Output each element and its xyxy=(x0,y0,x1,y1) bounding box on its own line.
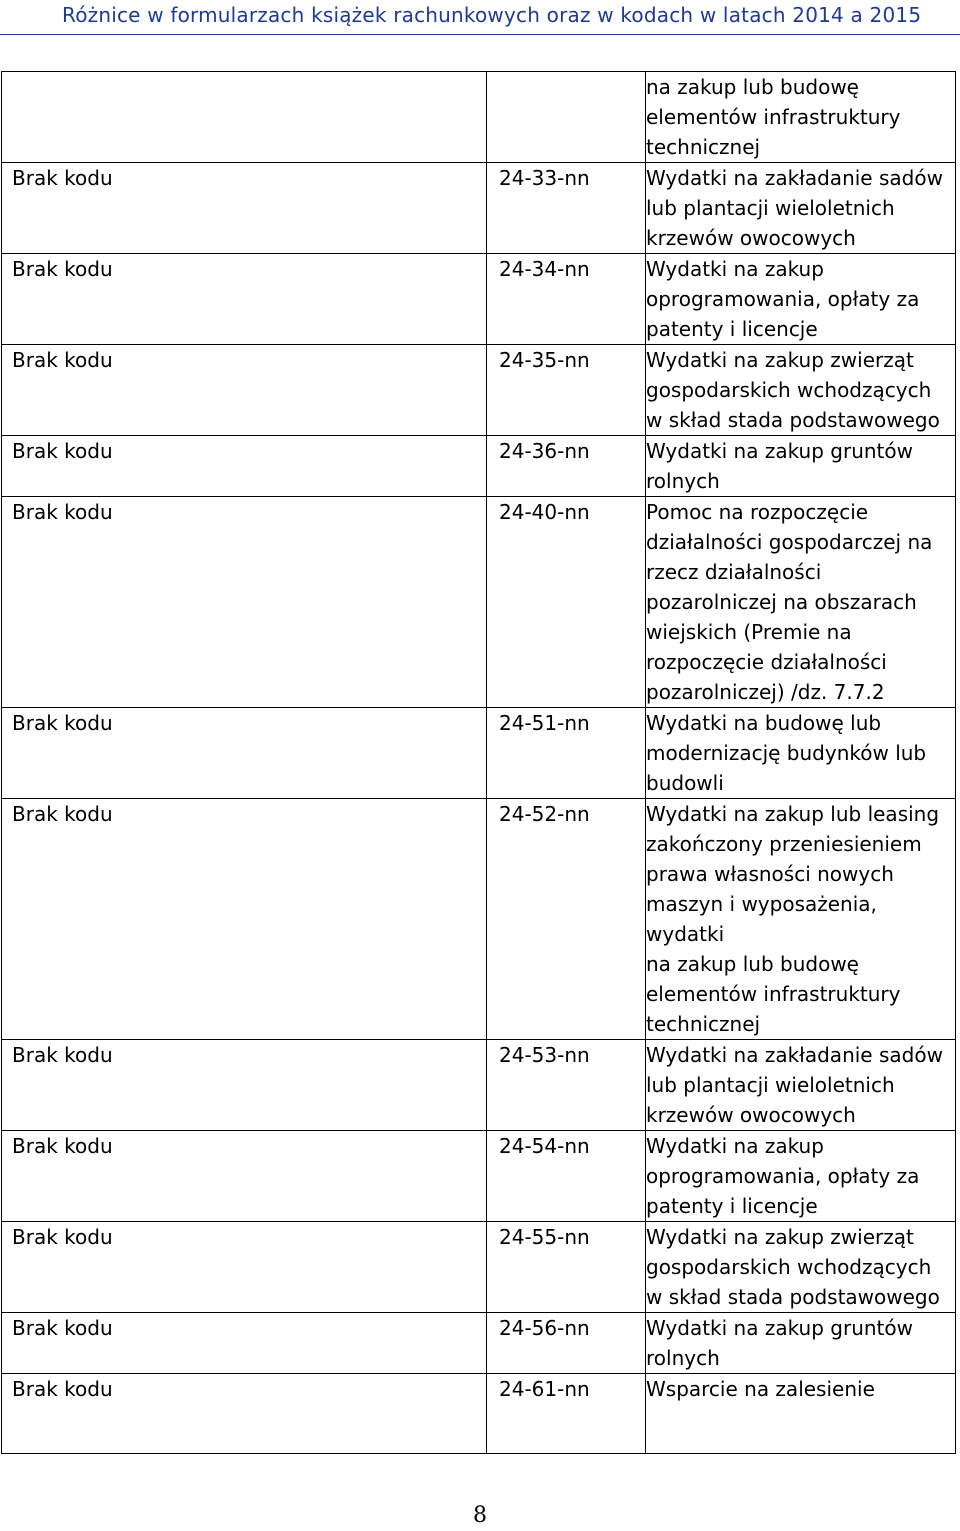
cell-description: Wydatki na zakup gruntów rolnych xyxy=(646,436,956,497)
cell-description: Wydatki na zakup oprogramowania, opłaty za patenty i licencje xyxy=(646,1131,956,1222)
cell-status: Brak kodu xyxy=(2,799,487,1040)
cell-description: Wydatki na zakładanie sadów lub plantacji wieloletnich krzewów owocowych xyxy=(646,163,956,254)
table-row xyxy=(2,1040,956,1131)
table-row xyxy=(2,708,956,799)
cell-status: Brak kodu xyxy=(2,1374,487,1454)
cell-code: 24-52-nn xyxy=(487,799,646,1040)
cell-status: Brak kodu xyxy=(2,1222,487,1313)
table-row xyxy=(2,72,956,163)
cell-description: Wydatki na zakup gruntów rolnych xyxy=(646,1313,956,1374)
cell-status: Brak kodu xyxy=(2,254,487,345)
cell-code: 24-61-nn xyxy=(487,1374,646,1454)
cell-status: Brak kodu xyxy=(2,345,487,436)
table-row xyxy=(2,1222,956,1313)
cell-status xyxy=(2,72,487,163)
cell-code xyxy=(487,72,646,163)
cell-code: 24-55-nn xyxy=(487,1222,646,1313)
cell-description: Wydatki na zakup zwierząt gospodarskich wchodzących w skład stada podstawowego xyxy=(646,345,956,436)
cell-status: Brak kodu xyxy=(2,163,487,254)
table-row xyxy=(2,1131,956,1222)
cell-description: Wydatki na budowę lub modernizację budynków lub budowli xyxy=(646,708,956,799)
cell-description: Wydatki na zakup oprogramowania, opłaty za patenty i licencje xyxy=(646,254,956,345)
table-row xyxy=(2,254,956,345)
page-header xyxy=(0,0,960,35)
cell-code: 24-33-nn xyxy=(487,163,646,254)
cell-description: na zakup lub budowę elementów infrastruktury technicznej xyxy=(646,72,956,163)
table-row xyxy=(2,163,956,254)
cell-code: 24-34-nn xyxy=(487,254,646,345)
cell-description: Wydatki na zakup zwierząt gospodarskich wchodzących w skład stada podstawowego xyxy=(646,1222,956,1313)
page-number: 8 xyxy=(473,1503,487,1528)
cell-code: 24-40-nn xyxy=(487,497,646,708)
cell-status: Brak kodu xyxy=(2,708,487,799)
cell-status: Brak kodu xyxy=(2,497,487,708)
table-row xyxy=(2,497,956,708)
cell-code: 24-56-nn xyxy=(487,1313,646,1374)
table-row xyxy=(2,1374,956,1454)
table-row xyxy=(2,1313,956,1374)
cell-code: 24-51-nn xyxy=(487,708,646,799)
table-row xyxy=(2,436,956,497)
cell-code: 24-54-nn xyxy=(487,1131,646,1222)
cell-code: 24-36-nn xyxy=(487,436,646,497)
cell-description: Pomoc na rozpoczęcie działalności gospodarczej na rzecz działalności pozarolniczej na obszarach wiejskich (Premie na rozpoczęcie działalności pozarolniczej) /dz. 7.7.2 xyxy=(646,497,956,708)
cell-code: 24-53-nn xyxy=(487,1040,646,1131)
table-row xyxy=(2,799,956,1040)
cell-code: 24-35-nn xyxy=(487,345,646,436)
cell-description: Wsparcie na zalesienie xyxy=(646,1374,956,1454)
table-row xyxy=(2,345,956,436)
cell-status: Brak kodu xyxy=(2,1040,487,1131)
cell-status: Brak kodu xyxy=(2,1313,487,1374)
codes-table xyxy=(1,71,956,1454)
cell-description: Wydatki na zakup lub leasing zakończony przeniesieniem prawa własności nowych maszyn i wyposażenia, wydatki na zakup lub budowę elementów infrastruktury technicznej xyxy=(646,799,956,1040)
cell-description: Wydatki na zakładanie sadów lub plantacji wieloletnich krzewów owocowych xyxy=(646,1040,956,1131)
header-title: Różnice w formularzach książek rachunkowych oraz w kodach w latach 2014 a 2015 xyxy=(62,3,922,27)
cell-status: Brak kodu xyxy=(2,436,487,497)
cell-status: Brak kodu xyxy=(2,1131,487,1222)
codes-table-body xyxy=(2,72,956,1454)
